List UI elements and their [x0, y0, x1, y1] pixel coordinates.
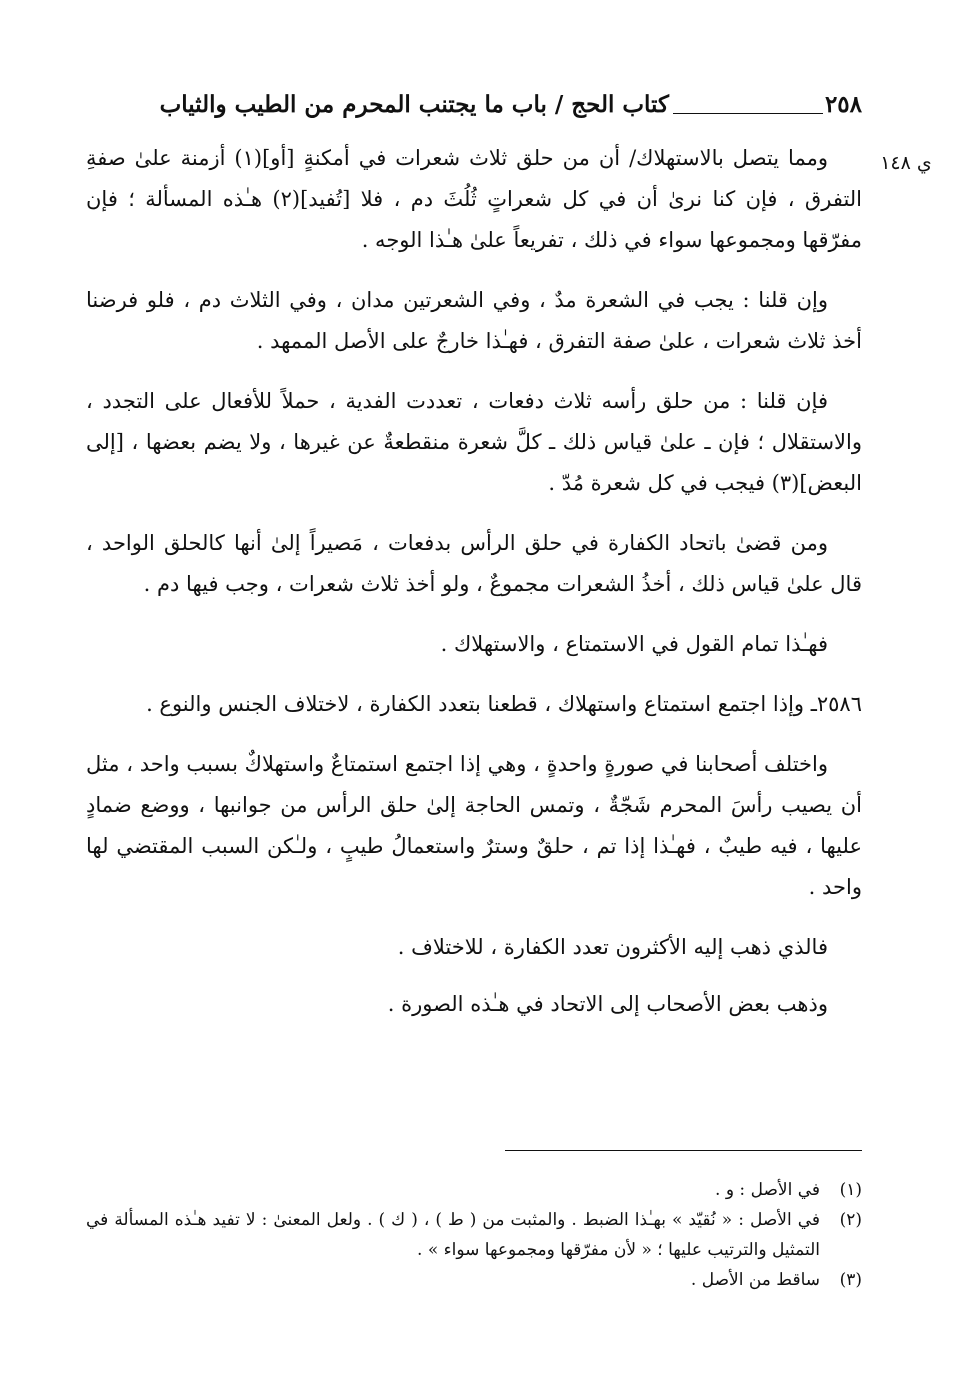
numbered-paragraph: ٢٥٨٦ـ وإذا اجتمع استمتاع واستهلاك ، قطعنا بتعدد الكفارة ، لاختلاف الجنس والنوع .	[146, 692, 862, 716]
running-header	[86, 84, 862, 124]
paragraph: فالذي ذهب إليه الأكثرون تعدد الكفارة ، للاختلاف .	[397, 935, 828, 959]
footnote-text: ساقط من الأصل .	[690, 1270, 820, 1290]
margin-reference: ي ١٤٨	[880, 152, 932, 174]
page-number: ٢٥٨	[824, 91, 862, 118]
footnote-separator	[505, 1150, 862, 1151]
paragraph: واختلف أصحابنا في صورةٍ واحدةٍ ، وهي إذا اجتمع استمتاعٌ واستهلاكٌ بسبب واحد ، مثل أن يصيب رأسَ المحرم شَجّةٌ ، وتمس الحاجة إلىٰ حلق الرأس من جوانبها ، ووضع ضمادٍ عليها ، فيه طيبٌ ، فهـٰذا إذا تم ، حلقٌ وسترٌ واستعمالُ طيبٍ ، ولـٰكن السبب المقتضي لها واحد .	[86, 752, 862, 899]
paragraph: ومن قضىٰ باتحاد الكفارة في حلق الرأس بدفعات ، مَصيراً إلىٰ أنها كالحلق الواحد ، قال علىٰ قياس ذلك ، أخذُ الشعرات مجموعٌ ، ولو أخذ ثلاث شعرات ، وجب فيها دم .	[86, 531, 862, 596]
footnote-text: في الأصل : « نُقيّد » بهـٰذا الضبط . والمثبت من ( ط ) ، ( ك ) . ولعل المعنىٰ : لا تفيد هـٰذه المسألة في التمثيل والترتيب عليها ؛ « لأن مفرّقها ومجموعها سواء » .	[86, 1210, 821, 1260]
paragraph: وذهب بعض الأصحاب إلى الاتحاد في هـٰذه الصورة .	[387, 992, 828, 1016]
paragraph: فإن قلنا : من حلق رأسه ثلاث دفعات ، تعددت الفدية ، حملاً للأفعال على التجدد ، والاستقلال ؛ فإن ـ علىٰ قياس ذلك ـ كلَّ شعرة منقطعةٌ عن غيرها ، ولا يضم بعضها ، [إلى البعض](٣) فيجب في كل شعرة مُدّ .	[86, 389, 862, 495]
paragraph: وإن قلنا : يجب في الشعرة مدٌ ، وفي الشعرتين مدان ، وفي الثلاث دم ، فلو فرضنا أخذ ثلاث شعرات ، علىٰ صفة التفرق ، فهـٰذا خارجٌ على الأصل الممهد .	[86, 288, 862, 353]
paragraph: ومما يتصل بالاستهلاك/ أن من حلق ثلاث شعرات في أمكنةٍ [أو](١) أزمنة علىٰ صفةِ التفرق ، فإن كنا نرىٰ أن في كل شعراتٍ ثُلُثَ دم ، فلا [تُفيد](٢) هـٰذه المسألة ؛ فإن مفرّقها ومجموعها سواء في ذلك ، تفريعاً علىٰ هـٰذا الوجه .	[86, 146, 863, 252]
footnote-number: (٣)	[839, 1270, 862, 1290]
header-rule	[673, 91, 823, 114]
footnotes	[86, 1175, 862, 1295]
footnote-text: في الأصل : و .	[715, 1180, 820, 1200]
footnote	[86, 1175, 862, 1205]
footnote-number: (١)	[839, 1180, 862, 1200]
footnote-number: (٢)	[839, 1210, 862, 1230]
running-title: كتاب الحج / باب ما يجتنب المحرم من الطيب والثياب	[159, 91, 669, 118]
paragraph: فهـٰذا تمام القول في الاستمتاع ، والاستهلاك .	[440, 632, 828, 656]
footnote	[86, 1205, 862, 1265]
footnote	[86, 1265, 862, 1295]
main-text	[86, 138, 862, 1041]
